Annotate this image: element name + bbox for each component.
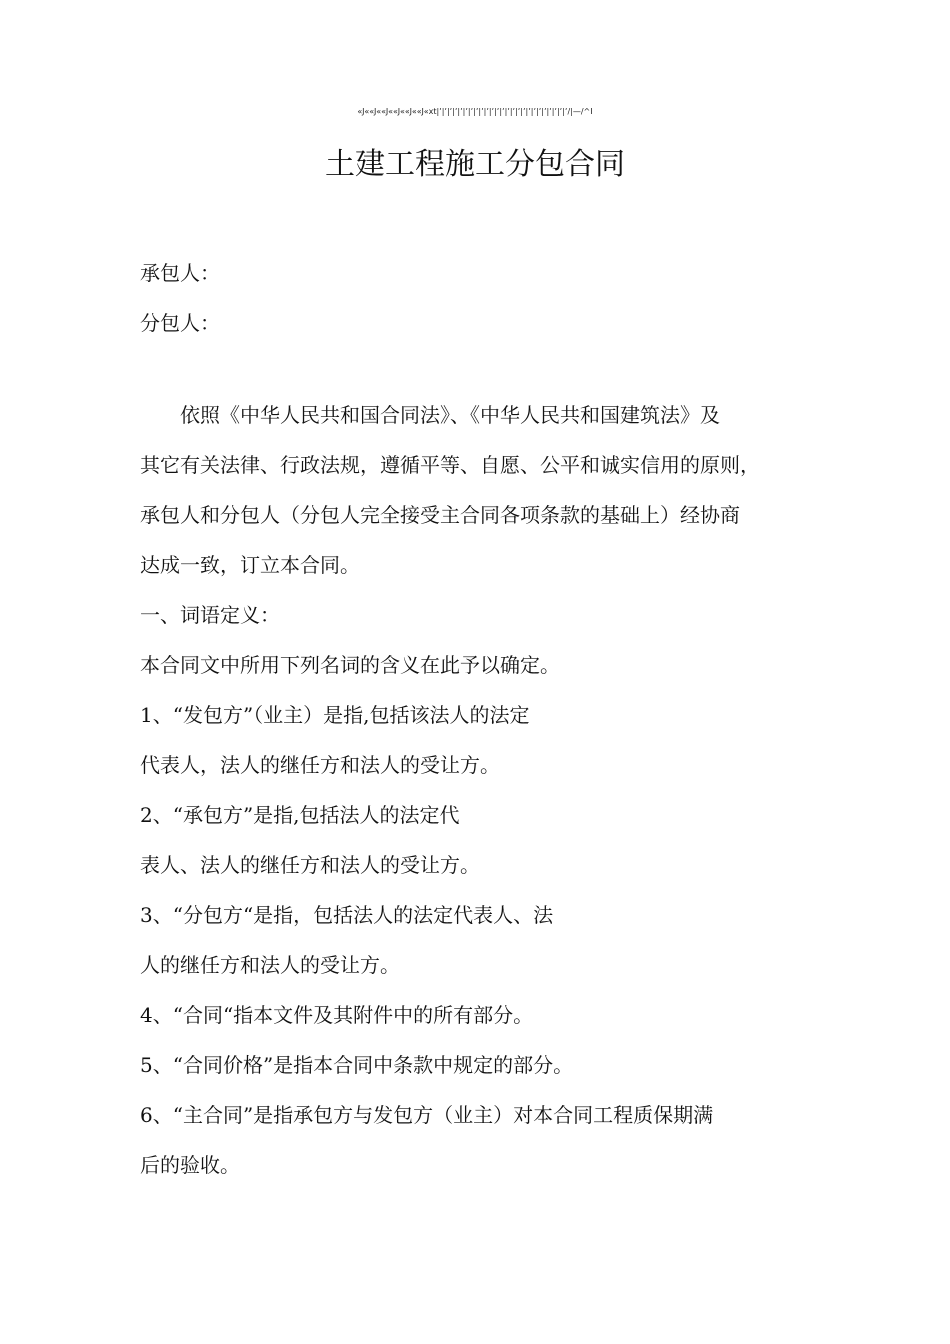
definition-line: 表人、法人的继任方和法人的受让方。	[140, 853, 480, 877]
definition-line: 6、“主合同”是指承包方与发包方（业主）对本合同工程质保期满	[140, 1103, 714, 1127]
section-lead: 本合同文中所用下列名词的含义在此予以确定。	[140, 653, 560, 677]
intro-line-4: 达成一致，订立本合同。	[140, 553, 360, 577]
section-heading: 一、词语定义：	[140, 603, 280, 627]
subcontractor-label: 分包人：	[140, 311, 220, 335]
header-mark: «J««J««J««J««J««J«xt|ʼ|ʼ|ʼ|ʼ|ʼ|ʼ|ʼ|ʼ|ʼ|ʼ|ʼ|ʼ|ʼ|ʼ|ʼ|ʼ|ʼ|ʼ|ʼ|ʼ|ʼ|ʼ|ʼ|ʼ|ʼ/|—/^I	[357, 107, 593, 116]
intro-line-1: 依照《中华人民共和国合同法》、《中华人民共和国建筑法》及	[140, 403, 720, 427]
intro-line-2: 其它有关法律、行政法规，遵循平等、自愿、公平和诚实信用的原则，	[140, 453, 760, 477]
definition-line: 3、“分包方“是指，包括法人的法定代表人、法	[140, 903, 554, 927]
document-title: 土建工程施工分包合同	[325, 147, 625, 182]
definition-line: 5、“合同价格”是指本合同中条款中规定的部分。	[140, 1053, 574, 1077]
intro-line-3: 承包人和分包人（分包人完全接受主合同各项条款的基础上）经协商	[140, 503, 740, 527]
definition-line: 人的继任方和法人的受让方。	[140, 953, 400, 977]
definition-line: 代表人，法人的继任方和法人的受让方。	[140, 753, 500, 777]
definition-line: 1、“发包方”（业主）是指,包括该法人的法定	[140, 703, 530, 727]
definition-line: 4、“合同“指本文件及其附件中的所有部分。	[140, 1003, 534, 1027]
contractor-label: 承包人：	[140, 261, 220, 285]
definition-line: 后的验收。	[140, 1153, 240, 1177]
definition-line: 2、“承包方”是指,包括法人的法定代	[140, 803, 460, 827]
